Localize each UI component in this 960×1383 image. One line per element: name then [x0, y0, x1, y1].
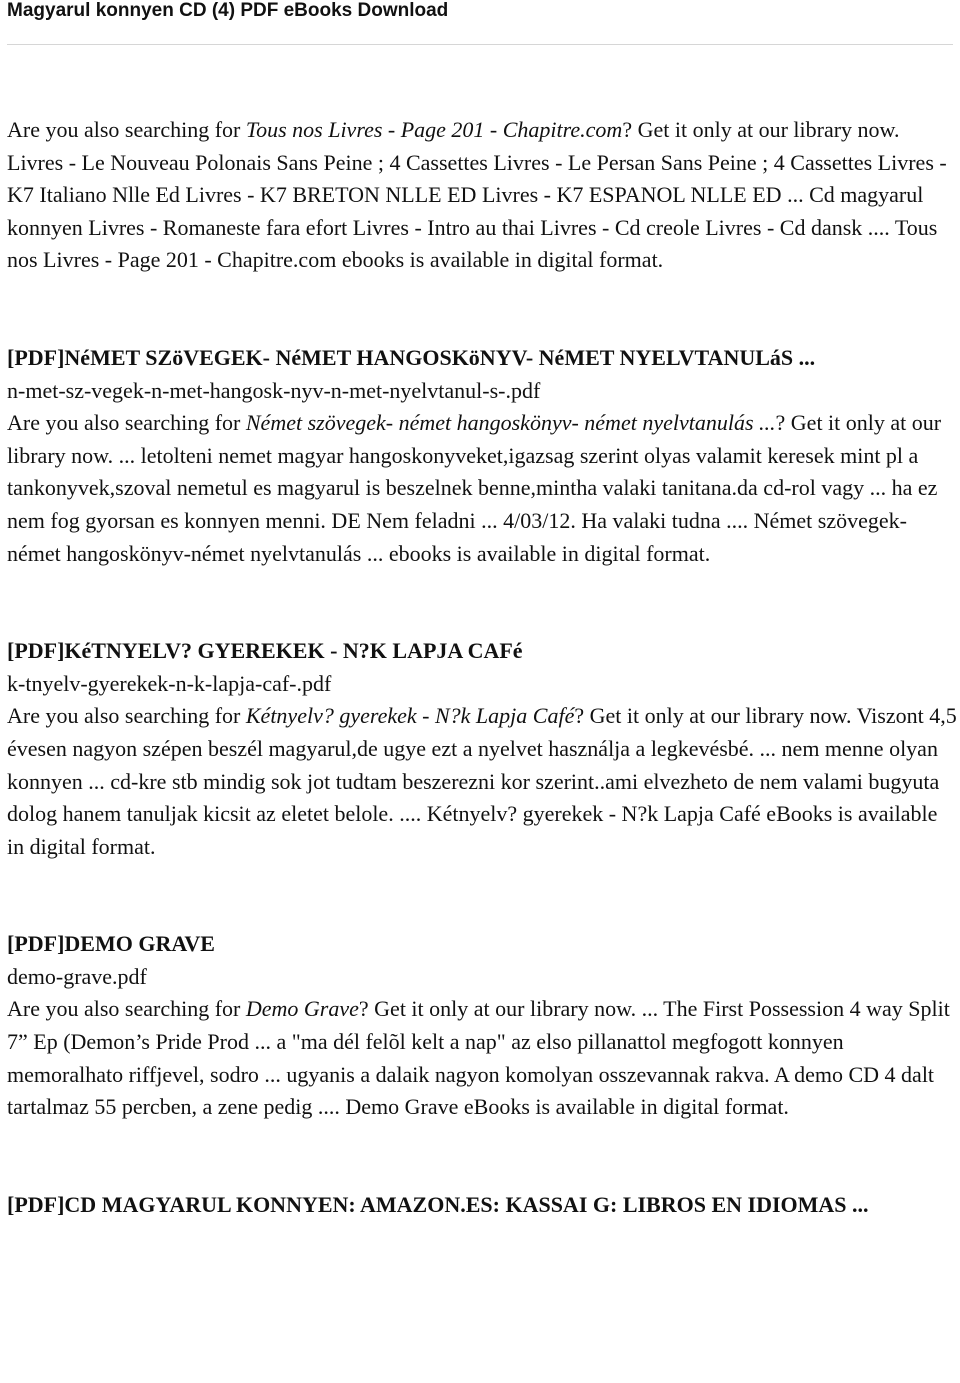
pdf-tag: [PDF] — [7, 638, 65, 664]
result-description — [7, 700, 957, 863]
intro-prefix: Are you also searching for — [7, 117, 246, 142]
result-filename: k-tnyelv-gyerekek-n-k-lapja-caf-.pdf — [7, 670, 332, 696]
result-entry — [7, 635, 957, 863]
pdf-tag: [PDF] — [7, 1191, 65, 1217]
intro-paragraph — [7, 114, 957, 277]
result-filename: n-met-sz-vegek-n-met-hangosk-nyv-n-met-nyelvtanul-s-.pdf — [7, 377, 541, 403]
intro-text: ? Get it only at our library now. Livres - Le Nouveau Polonais Sans Peine ; 4 Cassettes Livres - Le Persan Sans Peine ; 4 Cassettes Livres - K7 Italiano Nlle Ed Livres - K7 BRETON NLLE ED Livres - K7 ESPANOL NLLE ED ... Cd magyarul konnyen Livres - Romaneste fara efort Livres - Intro au thai Livres - Cd creole Livres - Cd dansk .... Tous nos Livres - Page 201 - Chapitre.com ebooks is available in digital format. — [7, 117, 947, 273]
pdf-tag: [PDF] — [7, 931, 65, 957]
result-title[interactable] — [7, 342, 957, 375]
result-title-text: CD MAGYARUL KONNYEN: AMAZON.ES: KASSAI G: LIBROS EN IDIOMAS ... — [64, 1191, 869, 1217]
result-text: ? Get it only at our library now. ... The First Possession 4 way Split 7” Ep (Demon’s Pride Prod ... a "ma dél felõl kelt a nap" az elso pillanattol megfogott konnyen memoralhato riffjevel, sodro ... ugyanis a dalaik nagyon komolyan osszevannak rakva. A demo CD 4 dalt tartalmaz 55 percben, a zene pedig .... Demo Grave eBooks is available in digital format. — [7, 996, 950, 1120]
result-search-title: Demo Grave — [245, 996, 359, 1022]
result-prefix: Are you also searching for — [7, 996, 246, 1022]
intro-search-title[interactable]: Tous nos Livres - Page 201 - Chapitre.com — [245, 117, 623, 142]
page-title: Magyarul konnyen CD (4) PDF eBooks Download — [7, 0, 449, 21]
result-title[interactable] — [7, 1189, 957, 1222]
result-description — [7, 993, 957, 1123]
result-entry — [7, 928, 957, 1124]
result-search-title: Kétnyelv? gyerekek - N?k Lapja Café — [245, 703, 575, 729]
result-title-text: NéMET SZöVEGEK- NéMET HANGOSKöNYV- NéMET NYELVTANULáS ... — [64, 344, 816, 370]
result-title[interactable] — [7, 928, 957, 961]
result-text: ? Get it only at our library now. Viszont 4,5 évesen nagyon szépen beszél magyarul,de ugye ezt a nyelvet használja a legkevésbé. ... nem menne olyan konnyen ... cd-kre stb mindig sok jot tudtam beszerezni kor szerint..ami elvezheto de nem valami bugyuta dolog hanem tanuljak kicsit az eletet belole. .... Kétnyelv? gyerekek - N?k Lapja Café eBooks is available in digital format. — [7, 703, 957, 859]
page-header — [7, 0, 953, 45]
result-search-title: Német szövegek- német hangoskönyv- német nyelvtanulás ... — [245, 410, 776, 436]
result-title-text: DEMO GRAVE — [64, 931, 215, 957]
result-entry — [7, 342, 957, 570]
pdf-tag: [PDF] — [7, 344, 65, 370]
result-filename: demo-grave.pdf — [7, 963, 147, 989]
result-title-text: KéTNYELV? GYEREKEK - N?K LAPJA CAFé — [64, 638, 523, 664]
document-body — [7, 114, 957, 1286]
result-title[interactable] — [7, 635, 957, 668]
result-description — [7, 407, 957, 570]
result-text: ? Get it only at our library now. ... letolteni nemet magyar hangoskonyveket,igazsag szerint olyas valamit keresek mint pl a tankonyvek,szoval nemetul es magyarul is beszelnek benne,mintha valaki tanitana.da cd-rol vagy ... ha ez nem fog gyorsan es konnyen menni. DE Nem feladni ... 4/03/12. Ha valaki tudna .... Német szövegek- német hangoskönyv-német nyelvtanulás ... ebooks is available in digital format. — [7, 410, 942, 566]
result-entry — [7, 1189, 957, 1222]
result-prefix: Are you also searching for — [7, 410, 246, 436]
result-prefix: Are you also searching for — [7, 703, 246, 729]
